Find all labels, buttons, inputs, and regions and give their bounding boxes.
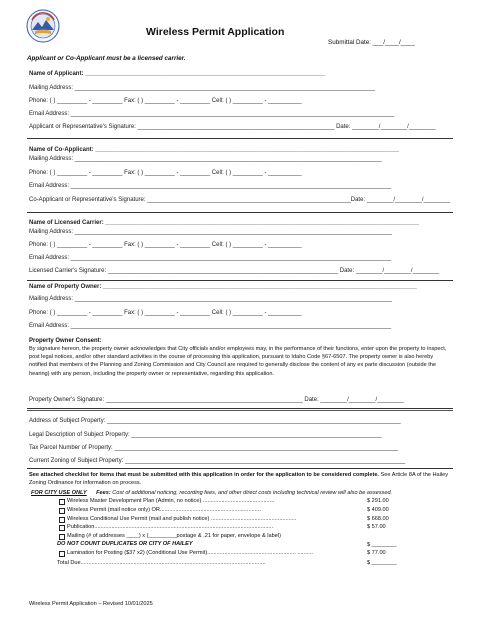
licensed-carrier-note: Applicant or Co-Applicant must be a licensed carrier. (27, 55, 186, 62)
carrier-name-field[interactable]: Name of Licensed Carrier: ______________________________________________________________________________________________ (29, 220, 420, 226)
fee-item-amount: $ ________ (367, 542, 397, 548)
carrier-email-field[interactable]: Email Address: ________________________________________________________________________________________________ (29, 255, 392, 261)
property-legal-field[interactable]: Legal Description of Subject Property: ___________________________________________________________________________ (29, 432, 382, 438)
checkbox-master-plan[interactable] (59, 499, 65, 505)
owner-mailing-field[interactable]: Mailing Address: _______________________________________________________________________________________________ (29, 296, 392, 302)
applicant-name-field[interactable]: Name of Applicant: ________________________________________________________________________ (29, 71, 326, 77)
fee-item-label: Mailing (# of addresses ____) x (_________postage & .21 for paper, envelope & label) (67, 533, 281, 539)
checkbox-conditional-use[interactable] (59, 517, 65, 523)
fee-item-label: Wireless Master Development Plan (Admin, no notice) .............................................. (67, 498, 275, 504)
checkbox-wireless-permit[interactable] (59, 508, 65, 514)
owner-email-field[interactable]: Email Address: ________________________________________________________________________________________________ (29, 323, 392, 329)
fee-item-amount: $ 57.00 (367, 524, 386, 530)
applicant-signature-field[interactable]: Applicant or Representative's Signature: ___________________________________________________________ Date: ________/________/________ (29, 124, 436, 130)
co-applicant-name-field[interactable]: Name of Co-Applicant: ___________________________________________________________________________________________ (29, 147, 399, 153)
owner-name-field[interactable]: Name of Property Owner: ______________________________________________________________________________________________ (29, 284, 417, 290)
section-divider (27, 138, 453, 139)
property-address-field[interactable]: Address of Subject Property: ________________________________________________________________________________________ (29, 418, 401, 424)
co-applicant-signature-field[interactable]: Co-Applicant or Representative's Signature: _____________________________________________________________Date: ________/________/________ (29, 197, 451, 203)
co-applicant-email-field[interactable]: Email Address: ________________________________________________________________________________________________ (29, 183, 392, 189)
co-applicant-phone-field[interactable]: Phone: ( ) _________ - _________ Fax: ( ) _________ - _________ Cell: ( ) _________ - __________ (29, 170, 302, 176)
section-divider (27, 280, 453, 281)
checklist-note: See attached checklist for items that must be submitted with this application in order for the application to be considered complete. See Article 8A of the Hailey Zoning Ordinance for information on process. (29, 472, 449, 486)
form-title: Wireless Permit Application (146, 26, 285, 38)
section-divider (27, 212, 453, 213)
checkbox-mailing[interactable] (59, 534, 65, 540)
owner-signature-field[interactable]: Property Owner's Signature: ___________________________________________________________ Date: ________/________/________ (29, 397, 404, 403)
checkbox-publication[interactable] (59, 525, 65, 531)
duplicates-note: DO NOT COUNT DUPLICATES OR CITY OF HAILEY (57, 541, 193, 547)
fee-item-amount: $ 668.00 (367, 516, 389, 522)
fee-item-amount: $ 77.00 (367, 550, 386, 556)
fee-item-label: Wireless Conditional Use Permit (mail and publish notice) ....................................................... (67, 516, 297, 522)
carrier-phone-field[interactable]: Phone: ( ) _________ - _________ Fax: ( ) _________ - _________ Cell: ( ) _________ - __________ (29, 242, 302, 248)
section-divider (27, 410, 453, 411)
footer-revision: Wireless Permit Application – Revised 10/01/2025 (29, 601, 153, 607)
total-due-label: Total Due....................................................................................................................... (57, 560, 266, 566)
consent-body: By signature hereon, the property owner acknowledges that City officials and/or employees may, in the performance of their functions, enter upon the property to inspect, post legal notices, and/or other standard activities in the course of processing this application, pursuant to Idaho Code §67-6507. The property owner is also hereby notified that members of the Planning and Zoning Commission and City Council are required to generally disclose the content of any ex parte discussion (outside the hearing) with any person, including the property owner or representative, regarding this application. (29, 346, 447, 377)
checkbox-lamination[interactable] (59, 551, 65, 557)
applicant-mailing-field[interactable]: Mailing Address: __________________________________________________________________________________________ (29, 85, 376, 91)
applicant-email-field[interactable]: Email Address: _________________________________________________________________________________________________ (29, 111, 395, 117)
fee-item-amount: $ 291.00 (367, 498, 389, 504)
fee-item-amount: $ 409.00 (367, 507, 389, 513)
fees-header: FOR CITY USE ONLY Fees: Cost of additional noticing, recording fees, and other direct costs including technical review will also be assessed. (31, 490, 393, 496)
carrier-mailing-field[interactable]: Mailing Address: _______________________________________________________________________________________________ (29, 229, 392, 235)
property-tax-field[interactable]: Tax Parcel Number of Property: _____________________________________________________________________________________ (29, 445, 399, 451)
owner-phone-field[interactable]: Phone: ( ) _________ - _________ Fax: ( ) _________ - _________ Cell: ( ) _________ - __________ (29, 310, 302, 316)
property-zoning-field[interactable]: Current Zoning of Subject Property: ____________________________________________________________________________________ (29, 458, 406, 464)
consent-heading: Property Owner Consent: (29, 338, 102, 344)
fee-item-label: Wireless Permit (mail notice only) OR................................................................. (67, 507, 261, 513)
applicant-phone-field[interactable]: Phone: ( ) _________ - _________ Fax: ( ) _________ - _________ Cell: ( ) _________ - __________ (29, 98, 302, 104)
fee-item-label: Lamination for Posting ($37 x2) (Conditional Use Permit)......................................................... .......... (67, 550, 313, 556)
fee-item-label: Publication................................................................................................................... (67, 524, 274, 530)
co-applicant-mailing-field[interactable]: Mailing Address: ____________________________________________________________________________________________ (29, 156, 382, 162)
carrier-signature-field[interactable]: Licensed Carrier's Signature: _____________________________________________________________________ Date: ________/________/________ (29, 268, 440, 274)
total-due-amount[interactable]: $ ________ (367, 560, 397, 566)
city-seal-logo (26, 9, 60, 43)
section-divider (27, 468, 453, 469)
submittal-date[interactable]: Submittal Date: ___/____/____ (328, 39, 415, 46)
section-divider (27, 408, 453, 409)
